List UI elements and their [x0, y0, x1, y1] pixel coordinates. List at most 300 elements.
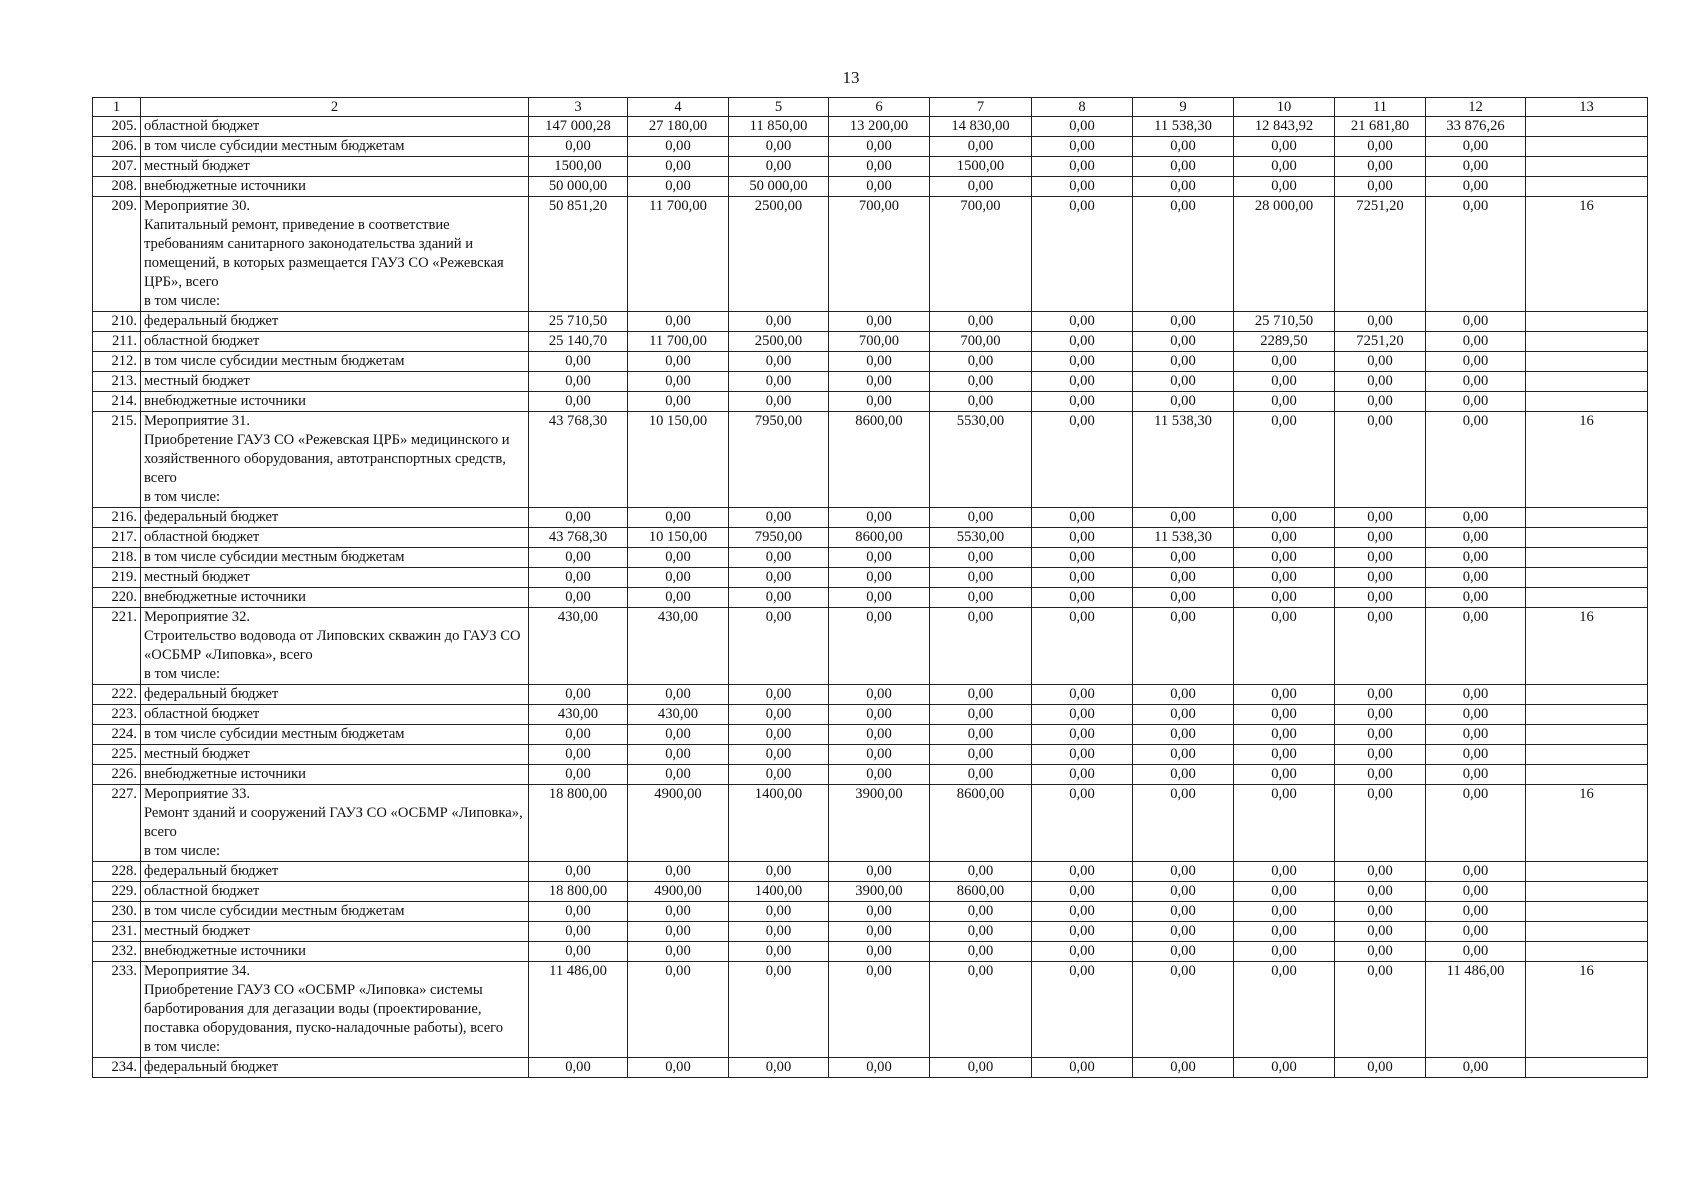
value-cell-col-11: 0,00 — [1335, 177, 1426, 197]
row-description: местный бюджет — [141, 922, 529, 942]
value-cell-col-5: 0,00 — [729, 745, 829, 765]
header-cell: 1 — [93, 98, 141, 117]
row-number: 206. — [93, 137, 141, 157]
value-cell-col-7: 0,00 — [930, 962, 1032, 1058]
value-cell-col-7: 0,00 — [930, 902, 1032, 922]
value-cell-col-4: 10 150,00 — [628, 412, 729, 508]
value-cell-col-8: 0,00 — [1032, 922, 1133, 942]
value-cell-col-8: 0,00 — [1032, 705, 1133, 725]
value-cell-col-6: 0,00 — [829, 548, 930, 568]
value-cell-col-5: 50 000,00 — [729, 177, 829, 197]
value-cell-col-11: 0,00 — [1335, 412, 1426, 508]
value-cell-col-11: 0,00 — [1335, 392, 1426, 412]
row-description: в том числе субсидии местным бюджетам — [141, 548, 529, 568]
row-number: 229. — [93, 882, 141, 902]
value-cell-col-4: 0,00 — [628, 765, 729, 785]
row-description: областной бюджет — [141, 882, 529, 902]
value-cell-col-6: 8600,00 — [829, 412, 930, 508]
value-cell-col-7: 0,00 — [930, 508, 1032, 528]
value-cell-col-4: 0,00 — [628, 902, 729, 922]
value-cell-col-4: 0,00 — [628, 372, 729, 392]
table-row — [93, 882, 1648, 902]
value-cell-col-5: 7950,00 — [729, 412, 829, 508]
value-cell-col-13 — [1526, 588, 1648, 608]
value-cell-col-8: 0,00 — [1032, 568, 1133, 588]
value-cell-col-11: 0,00 — [1335, 528, 1426, 548]
value-cell-col-5: 0,00 — [729, 685, 829, 705]
value-cell-col-8: 0,00 — [1032, 862, 1133, 882]
value-cell-col-7: 700,00 — [930, 332, 1032, 352]
value-cell-col-4: 27 180,00 — [628, 117, 729, 137]
table-row — [93, 1058, 1648, 1078]
value-cell-col-9: 0,00 — [1133, 1058, 1234, 1078]
row-description: областной бюджет — [141, 528, 529, 548]
value-cell-col-11: 0,00 — [1335, 882, 1426, 902]
value-cell-col-3: 147 000,28 — [529, 117, 628, 137]
value-cell-col-13 — [1526, 882, 1648, 902]
value-cell-col-12: 0,00 — [1426, 882, 1526, 902]
row-description: федеральный бюджет — [141, 862, 529, 882]
table-row — [93, 962, 1648, 1058]
row-number: 233. — [93, 962, 141, 1058]
value-cell-col-10: 25 710,50 — [1234, 312, 1335, 332]
value-cell-col-4: 0,00 — [628, 745, 729, 765]
value-cell-col-10: 12 843,92 — [1234, 117, 1335, 137]
value-cell-col-9: 0,00 — [1133, 608, 1234, 685]
header-cell: 4 — [628, 98, 729, 117]
value-cell-col-9: 0,00 — [1133, 685, 1234, 705]
value-cell-col-13 — [1526, 548, 1648, 568]
value-cell-col-12: 0,00 — [1426, 548, 1526, 568]
value-cell-col-13 — [1526, 137, 1648, 157]
value-cell-col-12: 0,00 — [1426, 568, 1526, 588]
value-cell-col-9: 0,00 — [1133, 705, 1234, 725]
value-cell-col-10: 0,00 — [1234, 548, 1335, 568]
value-cell-col-13: 16 — [1526, 608, 1648, 685]
value-cell-col-8: 0,00 — [1032, 785, 1133, 862]
row-description: в том числе субсидии местным бюджетам — [141, 352, 529, 372]
row-description: местный бюджет — [141, 157, 529, 177]
value-cell-col-8: 0,00 — [1032, 137, 1133, 157]
value-cell-col-7: 14 830,00 — [930, 117, 1032, 137]
value-cell-col-12: 0,00 — [1426, 765, 1526, 785]
row-number: 219. — [93, 568, 141, 588]
value-cell-col-6: 0,00 — [829, 392, 930, 412]
value-cell-col-12: 0,00 — [1426, 685, 1526, 705]
value-cell-col-9: 0,00 — [1133, 588, 1234, 608]
value-cell-col-7: 0,00 — [930, 548, 1032, 568]
value-cell-col-5: 0,00 — [729, 137, 829, 157]
row-number: 221. — [93, 608, 141, 685]
value-cell-col-7: 0,00 — [930, 392, 1032, 412]
value-cell-col-10: 0,00 — [1234, 568, 1335, 588]
value-cell-col-9: 0,00 — [1133, 372, 1234, 392]
value-cell-col-7: 0,00 — [930, 137, 1032, 157]
table-row — [93, 197, 1648, 312]
value-cell-col-10: 0,00 — [1234, 412, 1335, 508]
value-cell-col-11: 0,00 — [1335, 685, 1426, 705]
value-cell-col-12: 0,00 — [1426, 1058, 1526, 1078]
row-description: внебюджетные источники — [141, 765, 529, 785]
value-cell-col-5: 0,00 — [729, 508, 829, 528]
table-row — [93, 902, 1648, 922]
value-cell-col-3: 18 800,00 — [529, 882, 628, 902]
value-cell-col-9: 0,00 — [1133, 725, 1234, 745]
value-cell-col-4: 4900,00 — [628, 882, 729, 902]
table-row — [93, 332, 1648, 352]
value-cell-col-8: 0,00 — [1032, 1058, 1133, 1078]
row-number: 222. — [93, 685, 141, 705]
value-cell-col-8: 0,00 — [1032, 392, 1133, 412]
value-cell-col-6: 0,00 — [829, 137, 930, 157]
row-description: федеральный бюджет — [141, 508, 529, 528]
value-cell-col-13 — [1526, 568, 1648, 588]
value-cell-col-12: 0,00 — [1426, 528, 1526, 548]
value-cell-col-11: 0,00 — [1335, 942, 1426, 962]
value-cell-col-11: 0,00 — [1335, 705, 1426, 725]
value-cell-col-5: 0,00 — [729, 705, 829, 725]
value-cell-col-10: 0,00 — [1234, 922, 1335, 942]
value-cell-col-13 — [1526, 902, 1648, 922]
value-cell-col-4: 10 150,00 — [628, 528, 729, 548]
value-cell-col-4: 0,00 — [628, 508, 729, 528]
value-cell-col-3: 43 768,30 — [529, 528, 628, 548]
value-cell-col-10: 0,00 — [1234, 785, 1335, 862]
value-cell-col-11: 7251,20 — [1335, 332, 1426, 352]
value-cell-col-10: 0,00 — [1234, 685, 1335, 705]
value-cell-col-6: 0,00 — [829, 962, 930, 1058]
table-row — [93, 508, 1648, 528]
value-cell-col-11: 0,00 — [1335, 137, 1426, 157]
value-cell-col-5: 0,00 — [729, 942, 829, 962]
value-cell-col-9: 0,00 — [1133, 137, 1234, 157]
value-cell-col-5: 0,00 — [729, 862, 829, 882]
value-cell-col-7: 0,00 — [930, 765, 1032, 785]
row-number: 223. — [93, 705, 141, 725]
table-row — [93, 372, 1648, 392]
value-cell-col-10: 2289,50 — [1234, 332, 1335, 352]
value-cell-col-7: 0,00 — [930, 725, 1032, 745]
table-row — [93, 942, 1648, 962]
value-cell-col-3: 430,00 — [529, 608, 628, 685]
value-cell-col-6: 3900,00 — [829, 785, 930, 862]
value-cell-col-9: 0,00 — [1133, 197, 1234, 312]
value-cell-col-4: 430,00 — [628, 705, 729, 725]
value-cell-col-7: 0,00 — [930, 177, 1032, 197]
value-cell-col-11: 0,00 — [1335, 608, 1426, 685]
value-cell-col-4: 0,00 — [628, 942, 729, 962]
value-cell-col-10: 0,00 — [1234, 705, 1335, 725]
value-cell-col-6: 0,00 — [829, 765, 930, 785]
value-cell-col-8: 0,00 — [1032, 765, 1133, 785]
value-cell-col-13 — [1526, 922, 1648, 942]
value-cell-col-13 — [1526, 725, 1648, 745]
value-cell-col-7: 5530,00 — [930, 412, 1032, 508]
row-number: 205. — [93, 117, 141, 137]
value-cell-col-5: 0,00 — [729, 588, 829, 608]
table-row — [93, 588, 1648, 608]
value-cell-col-11: 7251,20 — [1335, 197, 1426, 312]
value-cell-col-8: 0,00 — [1032, 412, 1133, 508]
value-cell-col-5: 0,00 — [729, 765, 829, 785]
value-cell-col-4: 0,00 — [628, 862, 729, 882]
value-cell-col-6: 0,00 — [829, 902, 930, 922]
value-cell-col-5: 0,00 — [729, 392, 829, 412]
value-cell-col-13 — [1526, 942, 1648, 962]
value-cell-col-8: 0,00 — [1032, 548, 1133, 568]
value-cell-col-3: 0,00 — [529, 765, 628, 785]
value-cell-col-12: 0,00 — [1426, 922, 1526, 942]
value-cell-col-10: 0,00 — [1234, 528, 1335, 548]
value-cell-col-4: 0,00 — [628, 568, 729, 588]
value-cell-col-7: 1500,00 — [930, 157, 1032, 177]
value-cell-col-5: 1400,00 — [729, 882, 829, 902]
value-cell-col-11: 0,00 — [1335, 548, 1426, 568]
row-number: 214. — [93, 392, 141, 412]
value-cell-col-3: 11 486,00 — [529, 962, 628, 1058]
value-cell-col-7: 0,00 — [930, 372, 1032, 392]
value-cell-col-3: 0,00 — [529, 1058, 628, 1078]
row-number: 208. — [93, 177, 141, 197]
header-cell: 3 — [529, 98, 628, 117]
value-cell-col-5: 0,00 — [729, 568, 829, 588]
value-cell-col-4: 0,00 — [628, 137, 729, 157]
row-description: в том числе субсидии местным бюджетам — [141, 902, 529, 922]
row-description: Мероприятие 30. Капитальный ремонт, приведение в соответствие требованиям санитарного законодательства зданий и помещений, в которых размещается ГАУЗ СО «Режевская ЦРБ», всего в том числе: — [141, 197, 529, 312]
value-cell-col-4: 11 700,00 — [628, 332, 729, 352]
row-description: в том числе субсидии местным бюджетам — [141, 725, 529, 745]
value-cell-col-12: 0,00 — [1426, 902, 1526, 922]
row-description: Мероприятие 33. Ремонт зданий и сооружений ГАУЗ СО «ОСБМР «Липовка», всего в том числе: — [141, 785, 529, 862]
table-row — [93, 705, 1648, 725]
value-cell-col-13 — [1526, 177, 1648, 197]
value-cell-col-12: 0,00 — [1426, 157, 1526, 177]
row-number: 216. — [93, 508, 141, 528]
value-cell-col-6: 8600,00 — [829, 528, 930, 548]
value-cell-col-13 — [1526, 528, 1648, 548]
value-cell-col-6: 0,00 — [829, 177, 930, 197]
value-cell-col-3: 0,00 — [529, 588, 628, 608]
value-cell-col-4: 0,00 — [628, 922, 729, 942]
value-cell-col-3: 50 851,20 — [529, 197, 628, 312]
value-cell-col-5: 0,00 — [729, 157, 829, 177]
table-row — [93, 392, 1648, 412]
value-cell-col-5: 0,00 — [729, 372, 829, 392]
value-cell-col-13 — [1526, 352, 1648, 372]
value-cell-col-7: 0,00 — [930, 1058, 1032, 1078]
value-cell-col-10: 0,00 — [1234, 882, 1335, 902]
row-number: 217. — [93, 528, 141, 548]
value-cell-col-13 — [1526, 705, 1648, 725]
value-cell-col-9: 11 538,30 — [1133, 412, 1234, 508]
value-cell-col-12: 0,00 — [1426, 942, 1526, 962]
value-cell-col-8: 0,00 — [1032, 508, 1133, 528]
value-cell-col-4: 0,00 — [628, 588, 729, 608]
value-cell-col-3: 43 768,30 — [529, 412, 628, 508]
row-number: 207. — [93, 157, 141, 177]
value-cell-col-13 — [1526, 745, 1648, 765]
value-cell-col-6: 0,00 — [829, 862, 930, 882]
row-number: 226. — [93, 765, 141, 785]
value-cell-col-3: 0,00 — [529, 548, 628, 568]
value-cell-col-12: 0,00 — [1426, 705, 1526, 725]
value-cell-col-7: 0,00 — [930, 685, 1032, 705]
value-cell-col-4: 0,00 — [628, 962, 729, 1058]
value-cell-col-12: 0,00 — [1426, 508, 1526, 528]
value-cell-col-8: 0,00 — [1032, 685, 1133, 705]
value-cell-col-10: 28 000,00 — [1234, 197, 1335, 312]
value-cell-col-11: 0,00 — [1335, 312, 1426, 332]
row-description: внебюджетные источники — [141, 588, 529, 608]
value-cell-col-7: 0,00 — [930, 608, 1032, 685]
value-cell-col-7: 0,00 — [930, 588, 1032, 608]
value-cell-col-5: 0,00 — [729, 548, 829, 568]
value-cell-col-12: 0,00 — [1426, 862, 1526, 882]
table-row — [93, 765, 1648, 785]
value-cell-col-6: 13 200,00 — [829, 117, 930, 137]
table-row — [93, 922, 1648, 942]
value-cell-col-4: 0,00 — [628, 352, 729, 372]
value-cell-col-10: 0,00 — [1234, 1058, 1335, 1078]
row-number: 227. — [93, 785, 141, 862]
row-description: областной бюджет — [141, 117, 529, 137]
value-cell-col-3: 0,00 — [529, 568, 628, 588]
value-cell-col-12: 0,00 — [1426, 137, 1526, 157]
value-cell-col-4: 430,00 — [628, 608, 729, 685]
value-cell-col-9: 0,00 — [1133, 785, 1234, 862]
value-cell-col-11: 0,00 — [1335, 1058, 1426, 1078]
value-cell-col-13 — [1526, 685, 1648, 705]
value-cell-col-9: 11 538,30 — [1133, 117, 1234, 137]
table-body — [93, 117, 1648, 1078]
value-cell-col-8: 0,00 — [1032, 177, 1133, 197]
value-cell-col-5: 0,00 — [729, 902, 829, 922]
value-cell-col-8: 0,00 — [1032, 352, 1133, 372]
value-cell-col-10: 0,00 — [1234, 157, 1335, 177]
value-cell-col-9: 0,00 — [1133, 568, 1234, 588]
table-row — [93, 117, 1648, 137]
value-cell-col-9: 0,00 — [1133, 508, 1234, 528]
value-cell-col-9: 0,00 — [1133, 922, 1234, 942]
header-cell: 8 — [1032, 98, 1133, 117]
value-cell-col-5: 0,00 — [729, 312, 829, 332]
table-row — [93, 862, 1648, 882]
value-cell-col-9: 11 538,30 — [1133, 528, 1234, 548]
value-cell-col-5: 0,00 — [729, 962, 829, 1058]
value-cell-col-6: 0,00 — [829, 352, 930, 372]
row-number: 234. — [93, 1058, 141, 1078]
value-cell-col-3: 50 000,00 — [529, 177, 628, 197]
value-cell-col-13 — [1526, 312, 1648, 332]
header-cell: 7 — [930, 98, 1032, 117]
value-cell-col-8: 0,00 — [1032, 528, 1133, 548]
header-cell: 11 — [1335, 98, 1426, 117]
value-cell-col-12: 0,00 — [1426, 392, 1526, 412]
value-cell-col-6: 0,00 — [829, 705, 930, 725]
value-cell-col-12: 0,00 — [1426, 725, 1526, 745]
table-row — [93, 312, 1648, 332]
value-cell-col-11: 0,00 — [1335, 372, 1426, 392]
row-number: 215. — [93, 412, 141, 508]
value-cell-col-8: 0,00 — [1032, 332, 1133, 352]
value-cell-col-7: 0,00 — [930, 568, 1032, 588]
row-description: внебюджетные источники — [141, 392, 529, 412]
value-cell-col-9: 0,00 — [1133, 312, 1234, 332]
value-cell-col-3: 0,00 — [529, 372, 628, 392]
page-number: 13 — [842, 68, 860, 87]
value-cell-col-12: 0,00 — [1426, 332, 1526, 352]
value-cell-col-5: 0,00 — [729, 608, 829, 685]
value-cell-col-12: 0,00 — [1426, 372, 1526, 392]
header-cell: 9 — [1133, 98, 1234, 117]
row-number: 213. — [93, 372, 141, 392]
value-cell-col-13: 16 — [1526, 785, 1648, 862]
value-cell-col-8: 0,00 — [1032, 312, 1133, 332]
value-cell-col-9: 0,00 — [1133, 962, 1234, 1058]
value-cell-col-4: 0,00 — [628, 685, 729, 705]
value-cell-col-9: 0,00 — [1133, 352, 1234, 372]
value-cell-col-3: 0,00 — [529, 352, 628, 372]
value-cell-col-9: 0,00 — [1133, 882, 1234, 902]
value-cell-col-6: 0,00 — [829, 685, 930, 705]
row-description: Мероприятие 34. Приобретение ГАУЗ СО «ОСБМР «Липовка» системы барботирования для дегазации воды (проектирование, поставка оборудования, пуско-наладочные работы), всего в том числе: — [141, 962, 529, 1058]
table-header-row — [93, 98, 1648, 117]
value-cell-col-5: 2500,00 — [729, 197, 829, 312]
row-number: 232. — [93, 942, 141, 962]
table-row — [93, 568, 1648, 588]
row-number: 211. — [93, 332, 141, 352]
value-cell-col-6: 0,00 — [829, 372, 930, 392]
value-cell-col-6: 0,00 — [829, 588, 930, 608]
value-cell-col-10: 0,00 — [1234, 765, 1335, 785]
value-cell-col-10: 0,00 — [1234, 942, 1335, 962]
value-cell-col-12: 0,00 — [1426, 588, 1526, 608]
value-cell-col-4: 4900,00 — [628, 785, 729, 862]
row-description: Мероприятие 31. Приобретение ГАУЗ СО «Режевская ЦРБ» медицинского и хозяйственного оборудования, автотранспортных средств, всего в том числе: — [141, 412, 529, 508]
value-cell-col-6: 700,00 — [829, 332, 930, 352]
row-description: внебюджетные источники — [141, 942, 529, 962]
value-cell-col-8: 0,00 — [1032, 745, 1133, 765]
value-cell-col-4: 0,00 — [628, 157, 729, 177]
row-number: 230. — [93, 902, 141, 922]
value-cell-col-10: 0,00 — [1234, 725, 1335, 745]
value-cell-col-11: 0,00 — [1335, 862, 1426, 882]
value-cell-col-10: 0,00 — [1234, 392, 1335, 412]
value-cell-col-10: 0,00 — [1234, 372, 1335, 392]
value-cell-col-8: 0,00 — [1032, 962, 1133, 1058]
value-cell-col-6: 0,00 — [829, 312, 930, 332]
value-cell-col-4: 11 700,00 — [628, 197, 729, 312]
value-cell-col-8: 0,00 — [1032, 157, 1133, 177]
value-cell-col-7: 700,00 — [930, 197, 1032, 312]
value-cell-col-9: 0,00 — [1133, 157, 1234, 177]
table-row — [93, 608, 1648, 685]
row-number: 209. — [93, 197, 141, 312]
table-row — [93, 157, 1648, 177]
value-cell-col-3: 0,00 — [529, 862, 628, 882]
value-cell-col-10: 0,00 — [1234, 137, 1335, 157]
value-cell-col-8: 0,00 — [1032, 942, 1133, 962]
row-description: федеральный бюджет — [141, 685, 529, 705]
value-cell-col-10: 0,00 — [1234, 508, 1335, 528]
value-cell-col-6: 0,00 — [829, 942, 930, 962]
value-cell-col-5: 0,00 — [729, 725, 829, 745]
value-cell-col-11: 21 681,80 — [1335, 117, 1426, 137]
row-description: в том числе субсидии местным бюджетам — [141, 137, 529, 157]
table-row — [93, 685, 1648, 705]
table-row — [93, 745, 1648, 765]
value-cell-col-11: 0,00 — [1335, 745, 1426, 765]
